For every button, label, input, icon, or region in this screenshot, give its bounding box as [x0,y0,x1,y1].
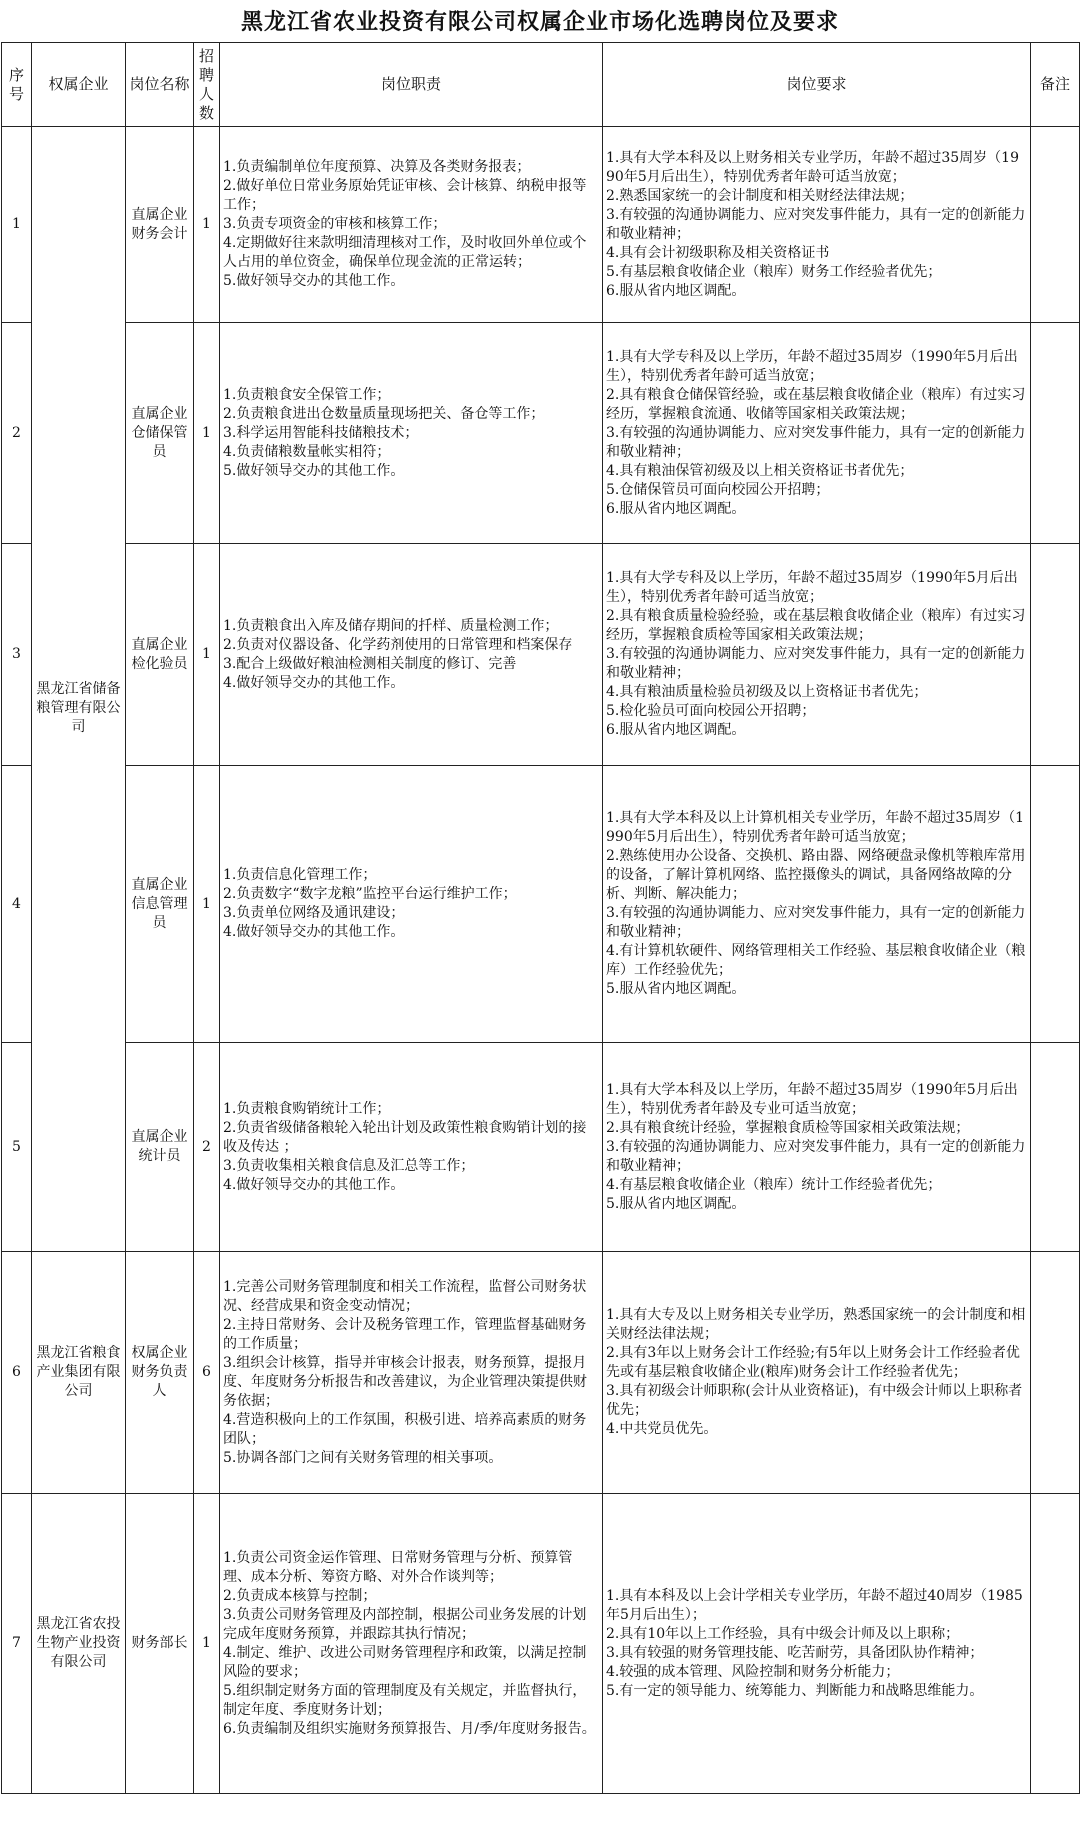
row-duties [220,1252,603,1494]
row-duties [220,127,603,323]
row-count: 1 [194,1494,220,1794]
row-requirements [603,1043,1031,1252]
requirement-line: 6.服从省内地区调配。 [606,282,746,299]
duty-line: 1.负责粮食安全保管工作； [223,386,391,403]
duty-line: 2.负责省级储备粮轮入轮出计划及政策性粮食购销计划的接收及传达 ； [223,1119,587,1155]
row-company: 黑龙江省储备粮管理有限公司 [32,127,126,1252]
duty-line: 5.做好领导交办的其他工作。 [223,462,405,479]
table-row [2,127,1080,323]
row-duties [220,323,603,544]
requirement-line: 1.具有大学本科及以上学历，年龄不超过35周岁（1990年5月后出生），特别优秀者年龄及专业可适当放宽； [606,1081,1018,1117]
duty-line: 2.主持日常财务、会计及税务管理工作，管理监督基础财务的工作质量； [223,1316,587,1352]
row-remarks [1031,127,1080,323]
requirement-line: 5.服从省内地区调配。 [606,981,746,997]
document-title: 黑龙江省农业投资有限公司权属企业市场化选聘岗位及要求 [240,9,839,35]
duty-line: 1.负责粮食购销统计工作； [223,1100,391,1117]
row-requirements [603,1494,1031,1794]
duty-line: 5.协调各部门之间有关财务管理的相关事项。 [223,1449,503,1466]
requirement-line: 4.具有粮油质量检验员初级及以上资格证书者优先； [606,684,928,700]
row-position: 直属企业仓储保管员 [126,323,194,544]
table-row [2,766,1080,1043]
row-position: 财务部长 [126,1494,194,1794]
requirement-line: 5.有基层粮食收储企业（粮库）财务工作经验者优先； [606,263,942,280]
header-count: 招聘人数 [194,43,220,127]
requirement-line: 1.具有本科及以上会计学相关专业学历，年龄不超过40周岁（1985年5月后出生）； [606,1587,1023,1623]
row-duties [220,1494,603,1794]
duty-line: 1.负责信息化管理工作； [223,867,377,883]
row-remarks [1031,1043,1080,1252]
table-row [2,1252,1080,1494]
duty-line: 4.负责储粮数量帐实相符； [223,443,391,460]
duty-line: 4.做好领导交办的其他工作。 [223,1176,405,1193]
requirement-line: 5.有一定的领导能力、统筹能力、判断能力和战略思维能力。 [606,1682,984,1699]
duty-line: 3.负责专项资金的审核和核算工作； [223,216,447,232]
row-count: 1 [194,323,220,544]
row-position: 直属企业统计员 [126,1043,194,1252]
requirement-line: 1.具有大学本科及以上计算机相关专业学历，年龄不超过35周岁（1990年5月后出生），特别优秀者年龄可适当放宽； [606,810,1025,845]
duty-line: 3.负责单位网络及通讯建设； [223,905,405,921]
duty-line: 1.负责编制单位年度预算、决算及各类财务报表； [223,159,531,175]
header-position: 岗位名称 [126,43,194,127]
table-row [2,1494,1080,1794]
requirement-line: 2.熟练使用办公设备、交换机、路由器、网络硬盘录像机等粮库常用的设备，了解计算机网络、监控摄像头的调试，具备网络故障的分析、判断、解决能力； [606,848,1026,902]
requirement-line: 3.有较强的沟通协调能力、应对突发事件能力，具有一定的创新能力和敬业精神； [606,905,1026,940]
row-remarks [1031,1494,1080,1794]
duty-line: 4.做好领导交办的其他工作。 [223,674,405,691]
duty-line: 5.组织制定财务方面的管理制度及有关规定，并监督执行，制定年度、季度财务计划； [223,1682,587,1718]
requirement-line: 3.具有较强的财务管理技能、吃苦耐劳，具备团队协作精神； [606,1644,984,1661]
duty-line: 4.制定、维护、改进公司财务管理程序和政策，以满足控制风险的要求； [223,1644,587,1680]
row-seq: 4 [2,766,32,1043]
duty-line: 2.负责成本核算与控制； [223,1587,377,1604]
duty-line: 3.科学运用智能科技储粮技术； [223,424,419,441]
requirement-line: 5.服从省内地区调配。 [606,1195,746,1212]
row-count: 1 [194,127,220,323]
header-duties: 岗位职责 [220,43,603,127]
row-requirements [603,766,1031,1043]
duty-line: 3.配合上级做好粮油检测相关制度的修订、完善 [223,655,517,672]
row-seq: 1 [2,127,32,323]
duty-line: 3.负责公司财务管理及内部控制，根据公司业务发展的计划完成年度财务预算，并跟踪其执行情况； [223,1606,587,1642]
row-position: 直属企业检化验员 [126,544,194,766]
table-header-row [2,43,1080,127]
row-seq: 5 [2,1043,32,1252]
table-row [2,1043,1080,1252]
header-requirements: 岗位要求 [603,43,1031,127]
row-company: 黑龙江省农投生物产业投资有限公司 [32,1494,126,1794]
requirement-line: 2.具有粮食质量检验经验，或在基层粮食收储企业（粮库）有过实习经历，掌握粮食质检等国家相关政策法规； [606,608,1026,643]
requirement-line: 4.中共党员优先。 [606,1421,718,1437]
table-row [2,544,1080,766]
duty-line: 2.做好单位日常业务原始凭证审核、会计核算、纳税申报等工作； [223,178,587,213]
row-seq: 7 [2,1494,32,1794]
recruitment-table [1,42,1080,1794]
duty-line: 1.完善公司财务管理制度和相关工作流程，监督公司财务状况、经营成果和资金变动情况； [223,1278,587,1314]
duty-line: 4.营造积极向上的工作氛围，积极引进、培养高素质的财务团队； [223,1411,587,1447]
row-requirements [603,544,1031,766]
requirement-line: 1.具有大学专科及以上学历，年龄不超过35周岁（1990年5月后出生），特别优秀者年龄可适当放宽； [606,348,1018,384]
requirement-line: 3.有较强的沟通协调能力、应对突发事件能力，具有一定的创新能力和敬业精神； [606,646,1026,681]
row-company: 黑龙江省粮食产业集团有限公司 [32,1252,126,1494]
requirement-line: 2.具有10年以上工作经验，具有中级会计师及以上职称； [606,1625,960,1642]
duty-line: 5.做好领导交办的其他工作。 [223,273,405,289]
requirement-line: 2.具有3年以上财务会计工作经验;有5年以上财务会计工作经验者优先或有基层粮食收储企业(粮库)财务会计工作经验者优先； [606,1345,1020,1380]
requirement-line: 4.具有粮油保管初级及以上相关资格证书者优先； [606,462,914,479]
duty-line: 6.负责编制及组织实施财务预算报告、月/季/年度财务报告。 [223,1720,596,1737]
requirement-line: 3.具有初级会计师职称(会计从业资格证)，有中级会计师以上职称者优先； [606,1383,1023,1418]
row-seq: 2 [2,323,32,544]
header-company: 权属企业 [32,43,126,127]
row-position: 直属企业信息管理员 [126,766,194,1043]
duty-line: 4.定期做好往来款明细清理核对工作，及时收回外单位或个人占用的单位资金，确保单位现金流的正常运转； [223,235,587,270]
requirement-line: 1.具有大专及以上财务相关专业学历，熟悉国家统一的会计制度和相关财经法律法规； [606,1307,1026,1342]
requirement-line: 4.有计算机软硬件、网络管理相关工作经验、基层粮食收储企业（粮库）工作经验优先； [606,943,1026,978]
duty-line: 4.做好领导交办的其他工作。 [223,924,405,940]
row-duties [220,1043,603,1252]
row-remarks [1031,1252,1080,1494]
duty-line: 2.负责数字“数字龙粮”监控平台运行维护工作； [223,886,517,902]
requirement-line: 2.具有粮食仓储保管经验，或在基层粮食收储企业（粮库）有过实习经历，掌握粮食流通、收储等国家相关政策法规； [606,386,1026,422]
row-remarks [1031,544,1080,766]
requirement-line: 2.具有粮食统计经验，掌握粮食质检等国家相关政策法规； [606,1119,970,1136]
duty-line: 1.负责公司资金运作管理、日常财务管理与分析、预算管理、成本分析、筹资方略、对外合作谈判等； [223,1549,573,1585]
header-seq: 序号 [2,43,32,127]
requirement-line: 3.有较强的沟通协调能力、应对突发事件能力，具有一定的创新能力和敬业精神； [606,1138,1026,1174]
row-duties [220,544,603,766]
requirement-line: 4.具有会计初级职称及相关资格证书 [606,244,830,261]
duty-line: 1.负责粮食出入库及储存期间的扦样、质量检测工作； [223,617,559,634]
requirement-line: 1.具有大学专科及以上学历，年龄不超过35周岁（1990年5月后出生），特别优秀者年龄可适当放宽； [606,570,1018,605]
requirement-line: 5.仓储保管员可面向校园公开招聘； [606,481,830,498]
requirement-line: 6.服从省内地区调配。 [606,722,746,738]
requirement-line: 4.有基层粮食收储企业（粮库）统计工作经验者优先； [606,1176,942,1193]
requirement-line: 4.较强的成本管理、风险控制和财务分析能力； [606,1663,900,1680]
requirement-line: 3.有较强的沟通协调能力、应对突发事件能力，具有一定的创新能力和敬业精神； [606,424,1026,460]
row-remarks [1031,766,1080,1043]
row-duties [220,766,603,1043]
row-count: 6 [194,1252,220,1494]
header-remarks: 备注 [1031,43,1080,127]
row-position: 权属企业财务负责人 [126,1252,194,1494]
row-requirements [603,1252,1031,1494]
row-seq: 3 [2,544,32,766]
row-requirements [603,323,1031,544]
row-remarks [1031,323,1080,544]
requirement-line: 6.服从省内地区调配。 [606,500,746,517]
duty-line: 2.负责对仪器设备、化学药剂使用的日常管理和档案保存 [223,636,573,653]
duty-line: 3.组织会计核算，指导并审核会计报表，财务预算，提报月度、年度财务分析报告和改善建议，为企业管理决策提供财务依据； [223,1354,587,1409]
row-count: 2 [194,1043,220,1252]
requirement-line: 5.检化验员可面向校园公开招聘； [606,703,816,719]
duty-line: 3.负责收集相关粮食信息及汇总等工作； [223,1157,475,1174]
requirement-line: 1.具有大学本科及以上财务相关专业学历，年龄不超过35周岁（1990年5月后出生），特别优秀者年龄可适当放宽； [606,149,1019,185]
row-seq: 6 [2,1252,32,1494]
duty-line: 2.负责粮食进出仓数量质量现场把关、备仓等工作； [223,405,545,422]
row-position: 直属企业财务会计 [126,127,194,323]
requirement-line: 2.熟悉国家统一的会计制度和相关财经法律法规； [606,187,914,204]
row-count: 1 [194,766,220,1043]
row-requirements [603,127,1031,323]
row-count: 1 [194,544,220,766]
requirement-line: 3.有较强的沟通协调能力、应对突发事件能力，具有一定的创新能力和敬业精神； [606,206,1026,242]
table-row [2,323,1080,544]
